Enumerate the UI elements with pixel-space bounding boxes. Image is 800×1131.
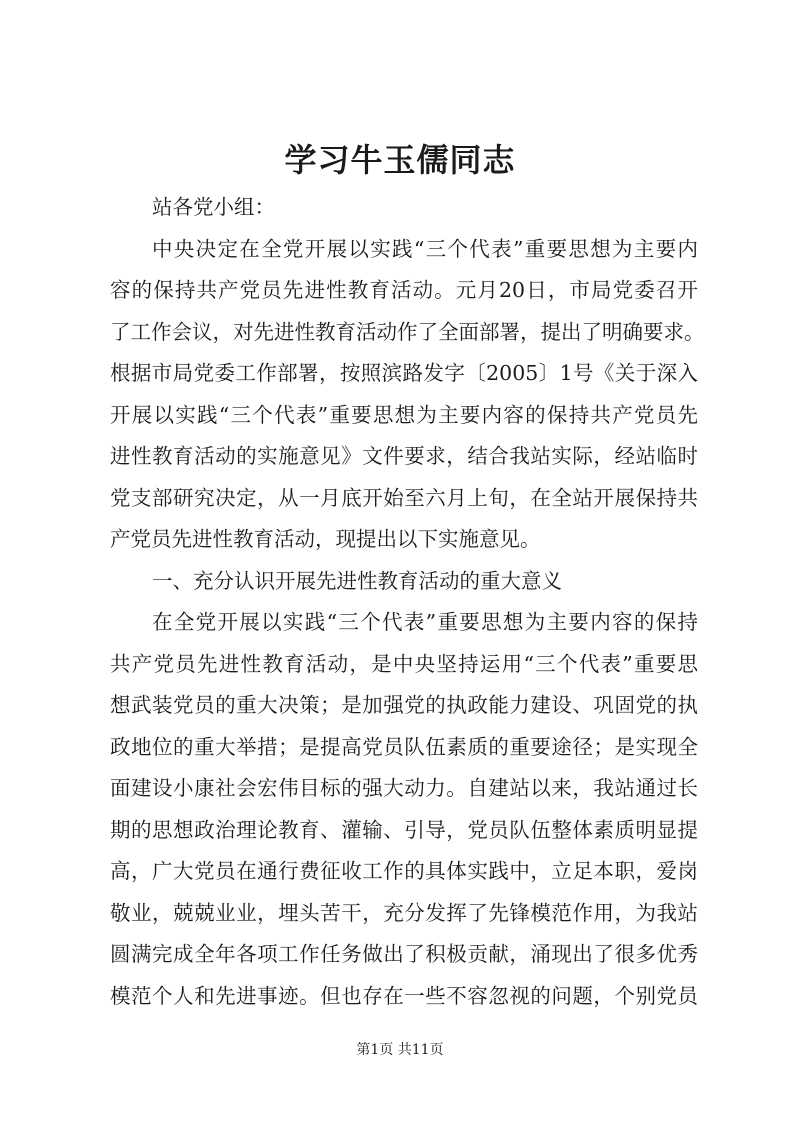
- paragraph-line: 高，广大党员在通行费征收工作的具体实践中，立足本职，爱岗: [110, 859, 698, 883]
- paragraph-line: 圆满完成全年各项工作任务做出了积极贡献，涌现出了很多优秀: [110, 942, 698, 966]
- paragraph-line: 进性教育活动的实施意见》文件要求，结合我站实际，经站临时: [110, 444, 698, 468]
- page-number-footer: 第1页 共11页: [356, 1042, 444, 1058]
- paragraph-line: 党支部研究决定，从一月底开始至六月上旬，在全站开展保持共: [110, 485, 698, 510]
- paragraph-line: 在全党开展以实践“三个代表”重要思想为主要内容的保持: [152, 610, 698, 634]
- paragraph-line: 根据市局党委工作部署，按照滨路发字〔2005〕1号《关于深入: [110, 361, 698, 385]
- paragraph-line: 模范个人和先进事迹。但也存在一些不容忽视的问题，个别党员: [110, 983, 698, 1008]
- paragraph-line: 想武装党员的重大决策；是加强党的执政能力建设、巩固党的执: [110, 693, 698, 717]
- paragraph-line: 敬业，兢兢业业，埋头苦干，充分发挥了先锋模范作用，为我站: [110, 900, 698, 925]
- paragraph-line: 面建设小康社会宏伟目标的强大动力。自建站以来，我站通过长: [110, 776, 698, 800]
- paragraph-line: 产党员先进性教育活动，现提出以下实施意见。: [110, 527, 541, 551]
- paragraph-line: 共产党员先进性教育活动，是中央坚持运用“三个代表”重要思: [110, 651, 698, 676]
- section-heading: 一、充分认识开展先进性教育活动的重大意义: [152, 568, 562, 593]
- paragraph-line: 容的保持共产党员先进性教育活动。元月20日，市局党委召开: [110, 278, 698, 302]
- paragraph-line: 政地位的重大举措；是提高党员队伍素质的重要途径；是实现全: [110, 734, 698, 759]
- document-title: 学习牛玉儒同志: [284, 141, 516, 179]
- paragraph-line: 期的思想政治理论教育、灌输、引导，党员队伍整体素质明显提: [110, 817, 698, 842]
- paragraph-line: 中央决定在全党开展以实践“三个代表”重要思想为主要内: [152, 236, 698, 261]
- paragraph-line: 了工作会议，对先进性教育活动作了全面部署，提出了明确要求。: [110, 319, 705, 344]
- salutation-line: 站各党小组：: [152, 195, 275, 219]
- paragraph-line: 开展以实践“三个代表”重要思想为主要内容的保持共产党员先: [110, 402, 698, 427]
- document-body: [110, 187, 705, 1017]
